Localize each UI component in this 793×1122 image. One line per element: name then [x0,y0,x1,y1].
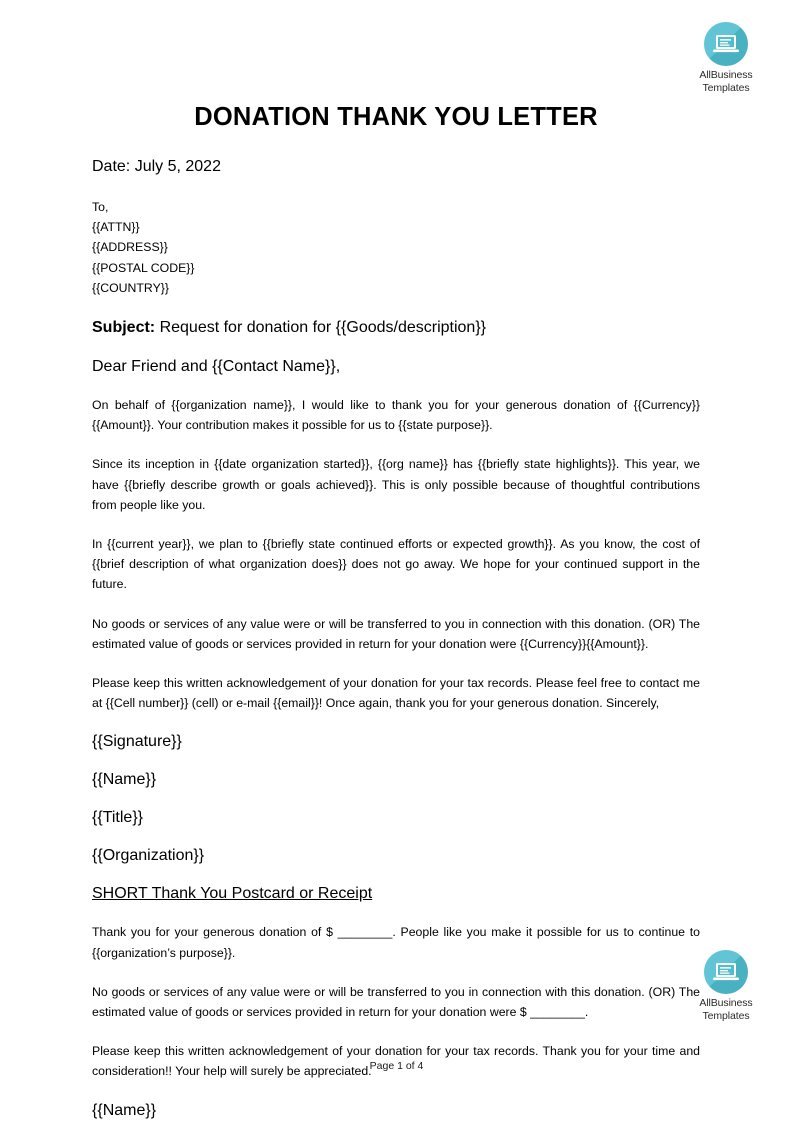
brand-name-line2: Templates [702,81,750,94]
body-paragraph: Please keep this written acknowledgement of your donation for your tax records. Please feel free to contact me at {{Cell number}} (cell) or e-mail {{email}}! Once again, thank you for your generous donation. Sincerely, [92,676,700,711]
short-paragraph: Please keep this written acknowledgement of your donation for your tax records. Thank you for your time and consideration!! Your help will surely be appreciated. [92,1044,700,1079]
subject-label: Subject: [92,319,156,337]
page-title: DONATION THANK YOU LETTER [194,103,598,131]
signature-line: {{Name}} [92,771,157,789]
short-section-heading: SHORT Thank You Postcard or Receipt [92,885,373,903]
brand-name-line2: Templates [702,1009,750,1022]
short-paragraph: Thank you for your generous donation of $ ________. People like you make it possible for us to continue to {{organization’s purpose}}. [92,925,700,960]
subject-text: Request for donation for {{Goods/description}} [155,319,487,337]
laptop-icon [704,950,748,994]
body-paragraph: Since its inception in {{date organization started}}, {{org name}} has {{briefly state highlights}}. This year, we have {{briefly describe growth or goals achieved}}. This is only possible because of thoughtful contributions from people like you. [92,457,700,512]
subject-line [92,319,700,337]
page-footer: Page 1 of 4 [369,1060,424,1072]
address-line: {{ATTN}} [92,220,140,235]
short-paragraph: No goods or services of any value were or will be transferred to you in connection with this donation. (OR) The estimated value of goods or services provided in return for your donation were $ ________. [92,984,700,1020]
salutation-line: Dear Friend and {{Contact Name}}, [92,358,341,376]
body-paragraph: On behalf of {{organization name}}, I would like to thank you for your generous donation of {{Currency}}{{Amount}}. Your contribution makes it possible for us to {{state purpose}}. [92,398,700,433]
closing-name: {{Name}} [92,1101,157,1119]
signature-line: {{Organization}} [92,847,205,865]
address-line: {{ADDRESS}} [92,240,168,255]
laptop-glyph [712,961,740,983]
address-line: {{COUNTRY}} [92,280,170,295]
signature-line: {{Signature}} [92,733,182,751]
document-body [92,0,700,1120]
address-line: {{POSTAL CODE}} [92,260,195,275]
laptop-icon [704,22,748,66]
address-line: To, [92,200,109,214]
laptop-glyph [712,33,740,55]
date-line: Date: July 5, 2022 [92,158,221,175]
brand-name-line1: AllBusiness [699,997,753,1009]
brand-name-line1: AllBusiness [699,69,753,81]
body-paragraph: No goods or services of any value were or will be transferred to you in connection with this donation. (OR) The estimated value of goods or services provided in return for your donation were {{Currency}}{{Amount}}. [92,616,700,651]
address-block [92,197,700,298]
body-paragraph: In {{current year}}, we plan to {{briefly state continued efforts or expected growth}}. As you know, the cost of {{brief description of what organization does}} does not go away. We hope for your continued support in the future. [92,537,700,592]
signature-line: {{Title}} [92,809,144,827]
